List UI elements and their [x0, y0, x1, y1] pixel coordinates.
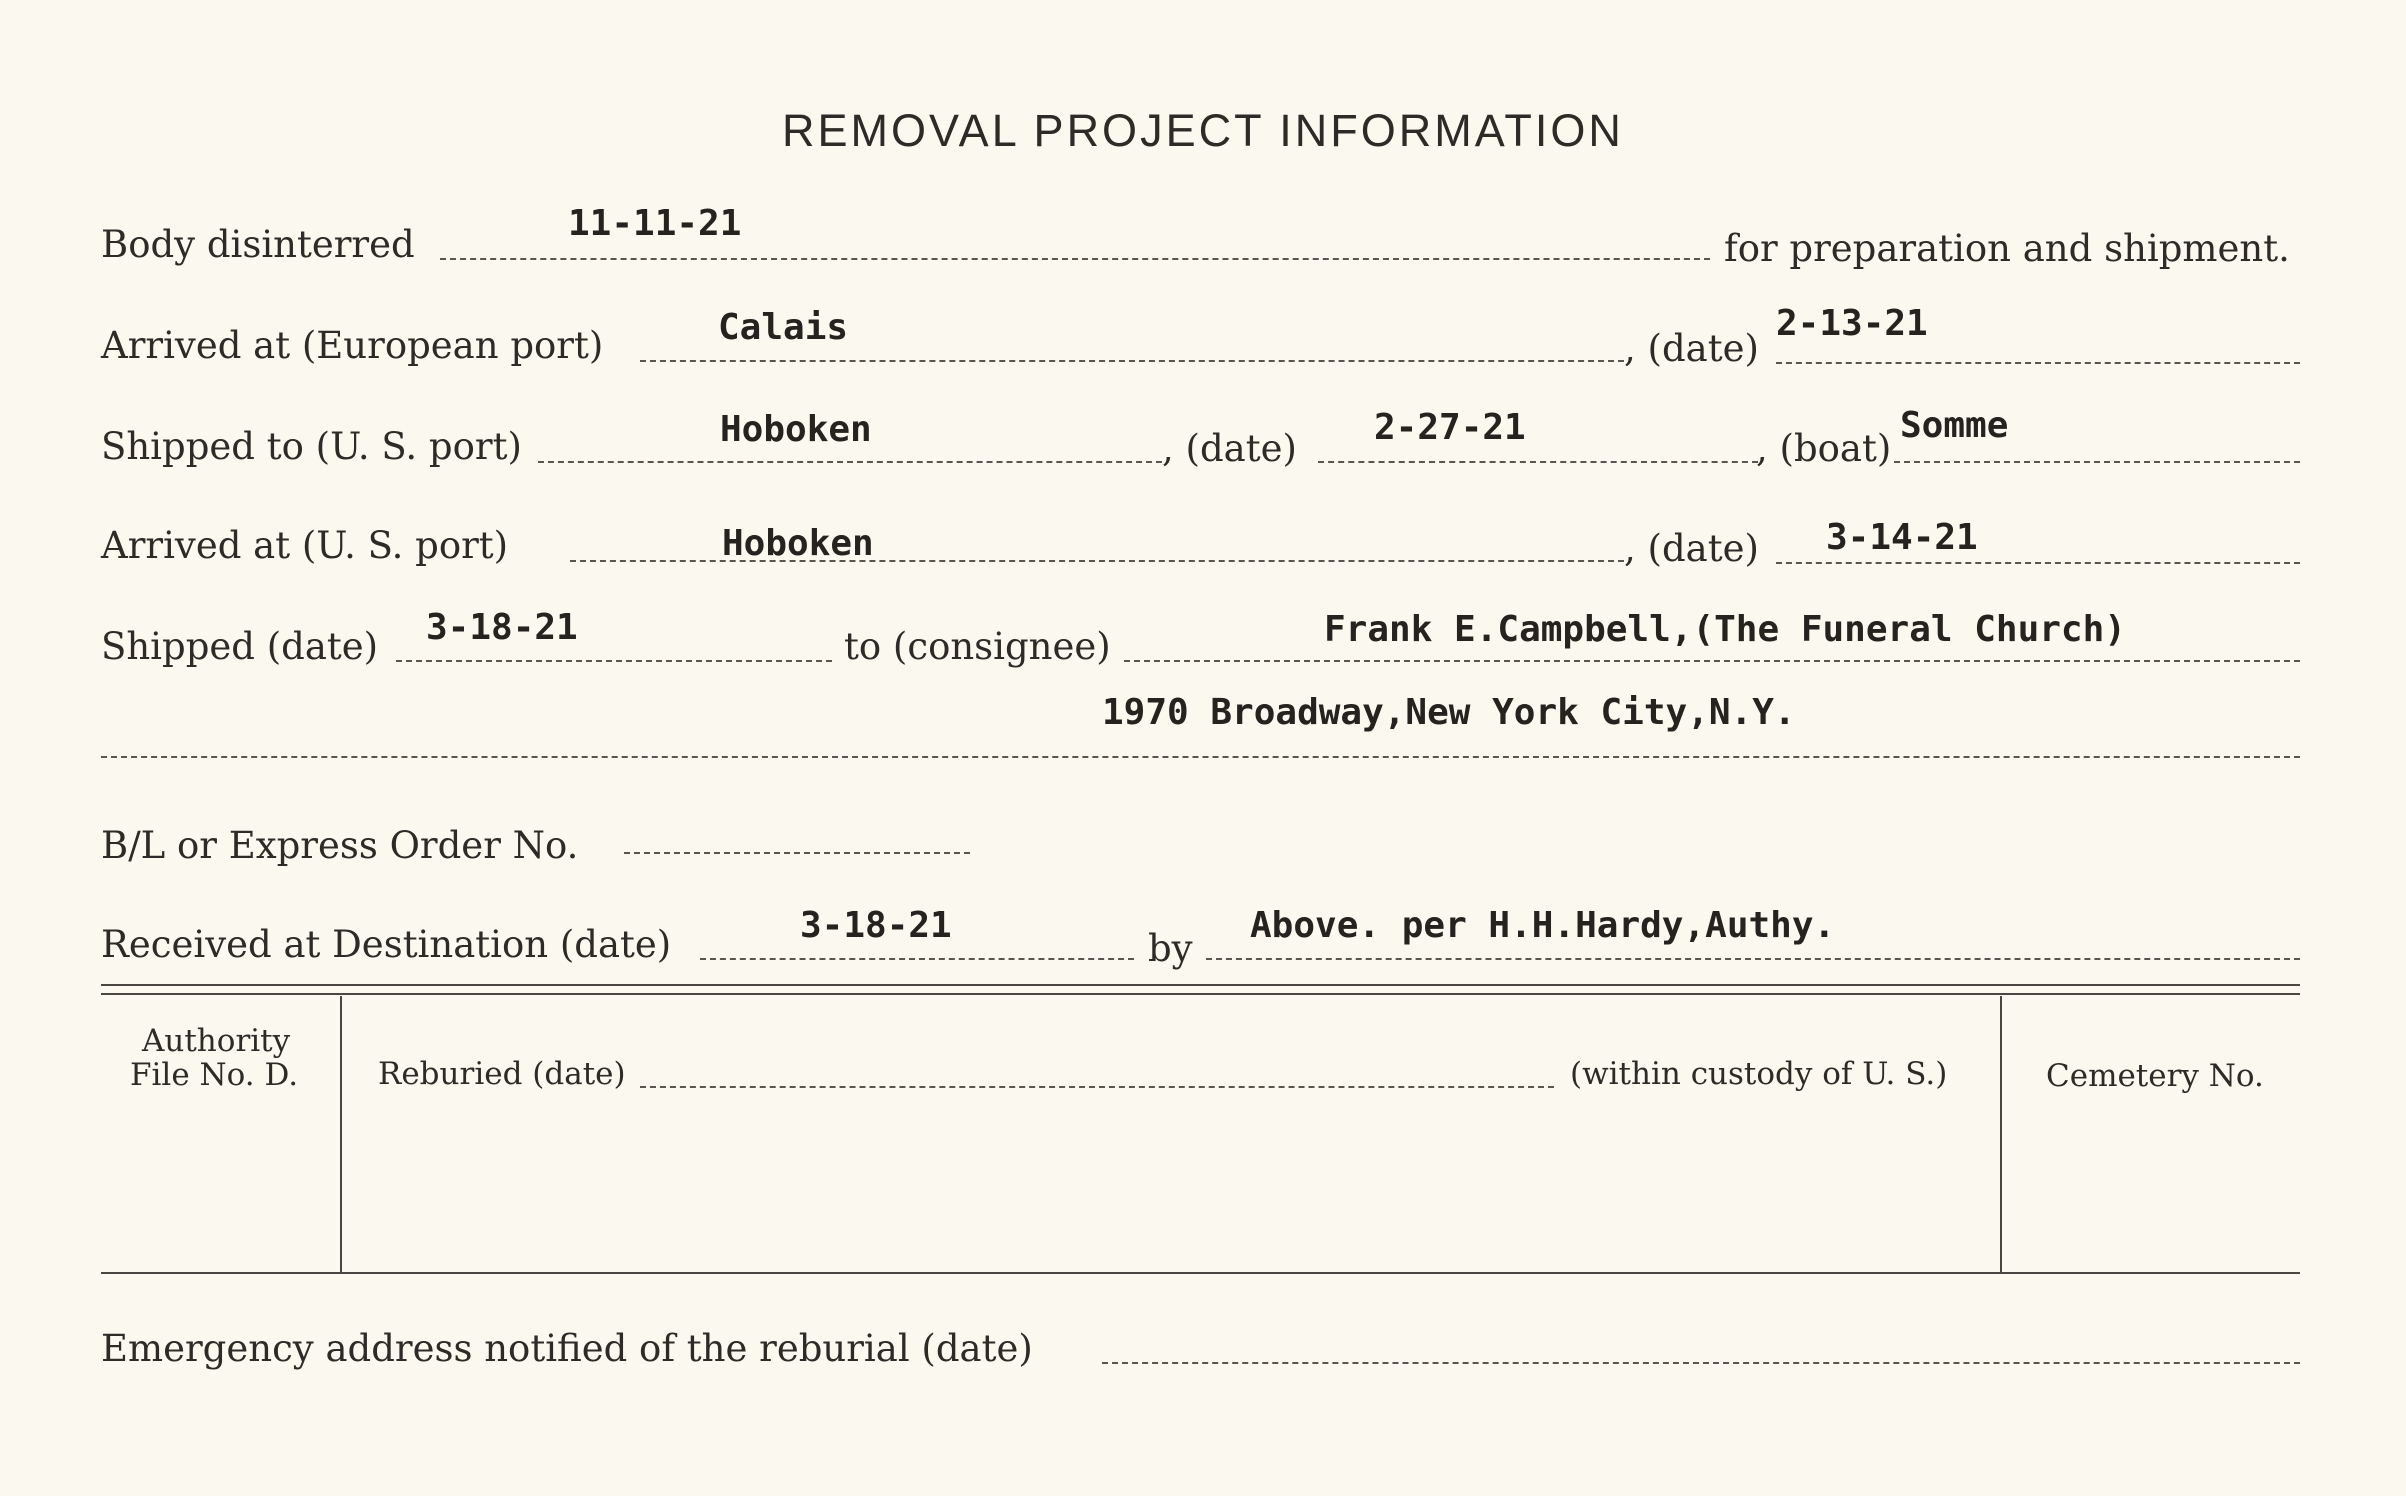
consignee-address-value: 1970 Broadway,New York City,N.Y.	[1102, 692, 1796, 733]
shipped-date-line	[396, 660, 832, 662]
european-date-value: 2-13-21	[1776, 303, 1928, 344]
by-label: by	[1148, 927, 1193, 970]
table-top-rule	[101, 984, 2300, 986]
preparation-label: for preparation and shipment.	[1724, 227, 2290, 270]
within-custody-label: (within custody of U. S.)	[1570, 1056, 1948, 1092]
emergency-line	[1102, 1362, 2300, 1364]
received-destination-label: Received at Destination (date)	[101, 923, 672, 966]
bl-order-line	[624, 852, 970, 854]
boat-value: Somme	[1900, 405, 2009, 446]
received-date-line	[700, 958, 1134, 960]
received-by-line	[1206, 958, 2300, 960]
shipped-to-us-label: Shipped to (U. S. port)	[101, 425, 522, 468]
european-date-label: , (date)	[1624, 327, 1759, 370]
us-port-shipped-line	[538, 461, 1162, 463]
authority-label-line2: File No. D.	[130, 1057, 299, 1093]
consignee-value: Frank E.Campbell,(The Funeral Church)	[1324, 609, 2126, 650]
body-disinterred-label: Body disinterred	[101, 223, 415, 266]
consignee-line	[1124, 660, 2300, 662]
arrived-us-date-line	[1776, 562, 2300, 564]
card-title: REMOVAL PROJECT INFORMATION	[782, 105, 1624, 156]
us-port-shipped-value: Hoboken	[720, 409, 872, 450]
bl-order-label: B/L or Express Order No.	[101, 824, 579, 867]
us-port-arrived-value: Hoboken	[722, 523, 874, 564]
received-by-value: Above. per H.H.Hardy,Authy.	[1250, 905, 1836, 946]
to-consignee-label: to (consignee)	[844, 625, 1111, 668]
cemetery-divider	[2000, 996, 2002, 1272]
table-bottom-rule	[101, 1272, 2300, 1274]
arrived-us-label: Arrived at (U. S. port)	[101, 524, 509, 567]
boat-line	[1894, 461, 2300, 463]
consignee-address-line	[101, 756, 2300, 758]
boat-label: , (boat)	[1756, 427, 1892, 470]
shipped-date-label: Shipped (date)	[101, 625, 379, 668]
shipped-to-date-line	[1318, 461, 1758, 463]
cemetery-no-label: Cemetery No.	[2046, 1058, 2264, 1094]
received-date-value: 3-18-21	[800, 905, 952, 946]
reburied-date-label: Reburied (date)	[378, 1056, 626, 1092]
european-date-line	[1776, 362, 2300, 364]
body-disinterred-line	[440, 258, 1710, 260]
arrived-us-date-label: , (date)	[1624, 527, 1759, 570]
european-port-line	[640, 360, 1624, 362]
authority-label-line1: Authority	[142, 1023, 291, 1059]
authority-divider	[340, 996, 342, 1272]
shipped-to-date-label: , (date)	[1162, 427, 1297, 470]
emergency-label: Emergency address notified of the reburial (date)	[101, 1327, 1033, 1370]
arrived-us-date-value: 3-14-21	[1826, 517, 1978, 558]
shipped-date-value: 3-18-21	[426, 607, 578, 648]
reburied-date-line	[640, 1086, 1554, 1088]
european-port-value: Calais	[718, 307, 849, 348]
arrived-european-label: Arrived at (European port)	[101, 324, 604, 367]
table-top-rule-2	[101, 993, 2300, 995]
body-disinterred-value: 11-11-21	[568, 203, 742, 244]
shipped-to-date-value: 2-27-21	[1374, 407, 1526, 448]
